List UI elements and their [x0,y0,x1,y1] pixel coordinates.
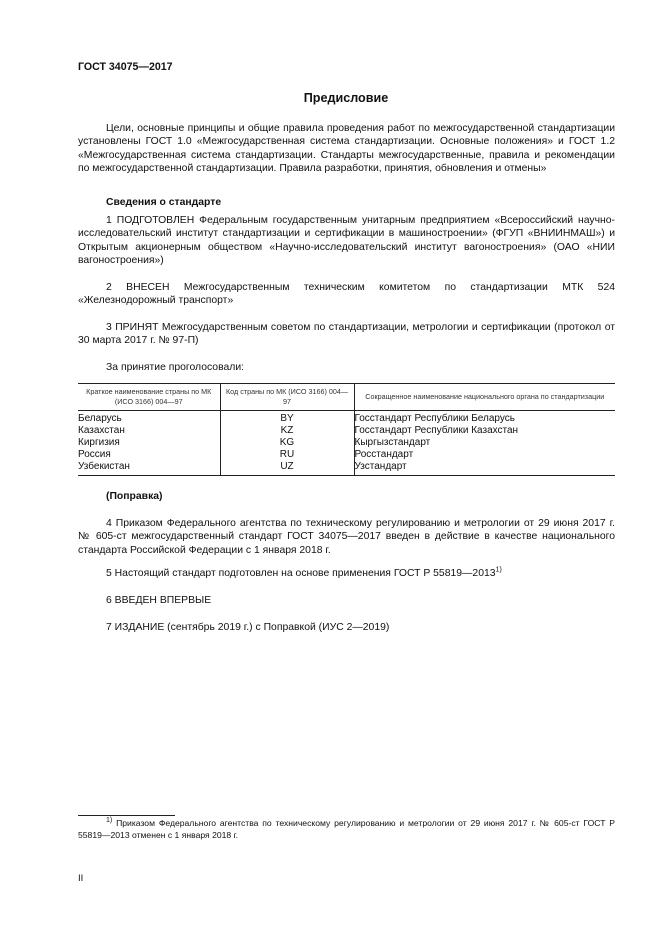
country-code: KG [279,436,295,448]
code-column [220,411,354,476]
footnote-marker: 1) [106,817,113,825]
document-code: ГОСТ 34075—2017 [78,61,173,73]
country-name: Россия [78,448,111,460]
item-2-paragraph: 2 ВНЕСЕН Межгосударственным техническим комитетом по стандартизации МТК 524 «Железнодорожный транспорт» [78,282,615,307]
standards-body: Госстандарт Республики Беларусь [354,413,515,424]
item-6-paragraph: 6 ВВЕДЕН ВПЕРВЫЕ [106,595,212,606]
country-name: Узбекистан [78,460,130,472]
body-column [354,411,615,476]
country-code: RU [279,448,295,460]
item-1-paragraph: 1 ПОДГОТОВЛЕН Федеральным государственным унитарным предприятием «Всероссийский научно-исследовательский институт стандартизации и сертификации в машиностроении» (ФГУП «ВНИИНМАШ») и Открытым акционерным обществом «Научно-исследовательский институт вагоностроения» (ОАО «НИИ вагоностроения») [78,215,615,267]
item-3-paragraph: 3 ПРИНЯТ Межгосударственным советом по стандартизации, метрологии и сертификации (протокол от 30 марта 2017 г. № 97-П) [78,322,615,347]
country-code: UZ [280,460,294,472]
country-name: Киргизия [78,436,120,448]
table-row [78,411,615,476]
country-code: KZ [280,424,294,436]
country-code: BY [280,413,294,424]
item-5-text: 5 Настоящий стандарт подготовлен на основе применения ГОСТ Р 55819—2013 [106,568,496,579]
footnote-text: Приказом Федерального агентства по техническому регулированию и метрологии от 29 июня 2017 г. № 605-ст ГОСТ Р 55819—2013 отменен с 1 января 2018 г. [78,818,616,840]
vote-intro: За принятие проголосовали: [106,362,245,373]
voting-table [78,383,615,476]
footnote-reference[interactable]: 1) [495,566,502,574]
column-header-country: Краткое наименование страны по МК (ИСО 3166) 004—97 [78,384,220,411]
country-column [78,411,220,476]
page-title: Предисловие [303,91,389,105]
country-name: Беларусь [78,413,122,424]
column-header-body: Сокращенное наименование национального органа по стандартизации [354,384,615,411]
item-7-paragraph: 7 ИЗДАНИЕ (сентябрь 2019 г.) с Поправкой (ИУС 2—2019) [106,622,390,633]
standards-body: Госстандарт Республики Казахстан [354,424,519,436]
item-5-paragraph [106,567,502,580]
page-number: II [78,873,84,884]
standard-info-heading: Сведения о стандарте [106,197,222,208]
table-header-row [78,384,615,411]
standards-body: Росстандарт [354,448,414,460]
footnote-divider [78,815,175,816]
standards-body: Узстандарт [354,460,407,472]
intro-paragraph: Цели, основные принципы и общие правила проведения работ по межгосударственной стандартизации установлены ГОСТ 1.0 «Межгосударственная система стандартизации. Основные положения» и ГОСТ 1.2 «Межгосударственная система стандартизации. Стандарты межгосударственные, правила и рекомендации по межгосударственной стандартизации. Правила разработки, принятия, обновления и отмены» [78,123,615,175]
standards-body: Кыргызстандарт [354,436,431,448]
item-4-paragraph: 4 Приказом Федерального агентства по техническому регулированию и метрологии от 29 июня 2017 г. № 605-ст межгосударственный стандарт ГОСТ 34075—2017 введен в действие в качестве национального стандарта Российской Федерации с 1 января 2018 г. [78,518,615,556]
amendment-label: (Поправка) [106,491,163,502]
country-name: Казахстан [78,424,125,436]
footnote [78,818,615,841]
column-header-code: Код страны по МК (ИСО 3166) 004—97 [220,384,354,411]
